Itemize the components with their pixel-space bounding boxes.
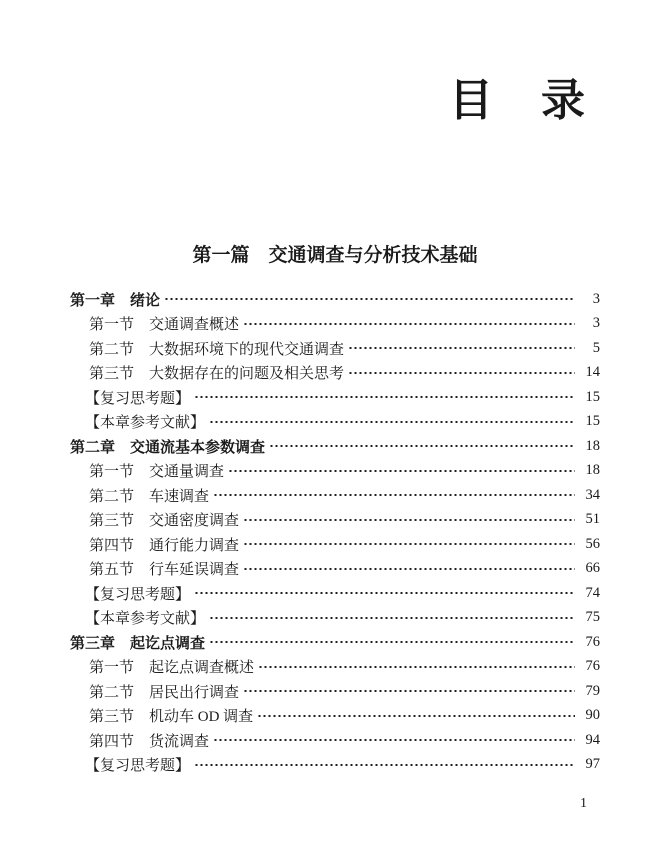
toc-entry bbox=[70, 581, 600, 606]
toc-leader-dots bbox=[243, 557, 575, 582]
toc-leader-dots bbox=[209, 630, 575, 655]
toc-entry bbox=[70, 606, 600, 631]
toc-leader-dots bbox=[209, 606, 575, 631]
toc-entry bbox=[70, 655, 600, 680]
toc-entry-label: 第二节 居民出行调查 bbox=[89, 684, 240, 701]
toc-entry-label: 【复习思考题】 bbox=[85, 390, 191, 407]
toc-entry bbox=[70, 704, 600, 729]
toc-entry-page: 74 bbox=[585, 584, 600, 601]
toc-entry bbox=[70, 630, 600, 655]
toc-leader-dots bbox=[348, 361, 575, 386]
toc-entry bbox=[70, 753, 600, 778]
toc-leader-dots bbox=[194, 385, 575, 410]
toc-entry bbox=[70, 459, 600, 484]
toc-entry bbox=[70, 532, 600, 557]
toc-entry bbox=[70, 361, 600, 386]
toc-leader-dots bbox=[194, 581, 575, 606]
toc-leader-dots bbox=[228, 459, 575, 484]
toc-entry-label: 【复习思考题】 bbox=[85, 586, 191, 603]
toc-entry-label: 第四节 通行能力调查 bbox=[89, 537, 240, 554]
toc-leader-dots bbox=[209, 410, 575, 435]
toc-entry bbox=[70, 728, 600, 753]
footer-page-number: 1 bbox=[580, 796, 587, 811]
toc-leader-dots bbox=[243, 312, 575, 337]
toc-entry-label: 第二节 车速调查 bbox=[89, 488, 210, 505]
toc-leader-dots bbox=[243, 679, 575, 704]
toc-leader-dots bbox=[194, 753, 575, 778]
toc-entry-label: 第二节 大数据环境下的现代交通调查 bbox=[89, 341, 345, 358]
toc-entry-page: 94 bbox=[585, 731, 600, 748]
toc-entry-label: 第三节 机动车 OD 调查 bbox=[89, 709, 254, 726]
toc-list bbox=[70, 287, 600, 777]
toc-entry-label: 【复习思考题】 bbox=[85, 758, 191, 775]
toc-entry-page: 76 bbox=[585, 633, 600, 650]
toc-entry-page: 51 bbox=[585, 511, 600, 528]
toc-entry-page: 34 bbox=[585, 486, 600, 503]
toc-leader-dots bbox=[213, 728, 575, 753]
page-title: 目 录 bbox=[449, 76, 587, 125]
toc-leader-dots bbox=[213, 483, 575, 508]
toc-entry-page: 18 bbox=[585, 462, 600, 479]
toc-entry-label: 第四节 货流调查 bbox=[89, 733, 210, 750]
toc-entry-label: 【本章参考文献】 bbox=[85, 611, 206, 628]
toc-entry-page: 79 bbox=[585, 682, 600, 699]
toc-entry bbox=[70, 483, 600, 508]
toc-entry bbox=[70, 557, 600, 582]
toc-entry-page: 97 bbox=[585, 756, 600, 773]
toc-entry bbox=[70, 385, 600, 410]
toc-entry-label: 第一节 交通量调查 bbox=[89, 464, 225, 481]
toc-entry-label: 第一章 绪论 bbox=[70, 291, 161, 309]
toc-entry bbox=[70, 312, 600, 337]
toc-entry-page: 66 bbox=[585, 560, 600, 577]
toc-leader-dots bbox=[269, 434, 575, 459]
toc-entry-page: 76 bbox=[585, 658, 600, 675]
toc-entry-page: 15 bbox=[585, 413, 600, 430]
toc-entry-page: 14 bbox=[585, 364, 600, 381]
toc-entry bbox=[70, 287, 600, 312]
toc-entry-page: 5 bbox=[592, 339, 600, 356]
toc-entry-page: 15 bbox=[585, 388, 600, 405]
toc-entry bbox=[70, 410, 600, 435]
toc-entry-page: 18 bbox=[585, 437, 600, 454]
toc-entry-page: 90 bbox=[585, 707, 600, 724]
toc-leader-dots bbox=[258, 655, 575, 680]
toc-entry-label: 第五节 行车延误调查 bbox=[89, 562, 240, 579]
part-heading: 第一篇 交通调查与分析技术基础 bbox=[192, 245, 478, 267]
toc-entry-page: 56 bbox=[585, 535, 600, 552]
toc-entry bbox=[70, 508, 600, 533]
toc-entry-label: 第一节 交通调查概述 bbox=[89, 317, 240, 334]
toc-entry-label: 第二章 交通流基本参数调查 bbox=[70, 438, 266, 456]
toc-leader-dots bbox=[164, 287, 575, 312]
toc-entry bbox=[70, 434, 600, 459]
toc-entry-label: 【本章参考文献】 bbox=[85, 415, 206, 432]
toc-leader-dots bbox=[243, 532, 575, 557]
toc-leader-dots bbox=[257, 704, 575, 729]
toc-entry bbox=[70, 679, 600, 704]
toc-entry-label: 第一节 起讫点调查概述 bbox=[89, 660, 255, 677]
toc-entry-label: 第三节 交通密度调查 bbox=[89, 513, 240, 530]
toc-entry-page: 75 bbox=[585, 609, 600, 626]
toc-entry bbox=[70, 336, 600, 361]
toc-leader-dots bbox=[348, 336, 575, 361]
toc-leader-dots bbox=[243, 508, 575, 533]
toc-entry-label: 第三节 大数据存在的问题及相关思考 bbox=[89, 366, 345, 383]
toc-entry-page: 3 bbox=[592, 315, 600, 332]
toc-entry-page: 3 bbox=[592, 290, 600, 307]
toc-entry-label: 第三章 起讫点调查 bbox=[70, 634, 206, 652]
